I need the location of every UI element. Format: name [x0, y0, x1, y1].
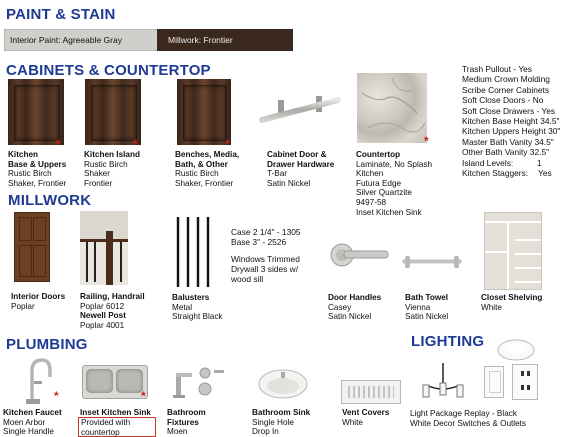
cabinet-benches-caption: Benches, Media, Bath, & Other Rustic Birch Shaker, Frontier [175, 150, 240, 188]
cabinet-door-benches-image [177, 79, 231, 145]
hardware-caption: Cabinet Door & Drawer Hardware T-Bar Satin Nickel [267, 150, 335, 188]
cabinet-option: Master Bath Vanity 34.5" [462, 136, 554, 147]
balusters-caption: Balusters Metal Straight Black [172, 293, 223, 322]
kitchen-staggers: Kitchen Staggers: Yes [462, 168, 552, 178]
door-handles-caption: Door Handles Casey Satin Nickel [328, 293, 382, 322]
closet-shelving-caption: Closet Shelving White [481, 293, 543, 312]
ceiling-light-image [496, 338, 536, 364]
door-handle-image [330, 238, 390, 272]
required-star: * [133, 137, 138, 151]
cabinet-option: Soft Close Drawers - Yes [462, 105, 556, 116]
interior-paint-swatch [4, 29, 160, 51]
interior-doors-caption: Interior Doors Poplar [11, 292, 66, 311]
millwork-stain-swatch [157, 29, 293, 51]
chandelier-image [418, 363, 468, 405]
required-star: * [141, 389, 146, 403]
towel-bar-image [401, 254, 463, 270]
required-star: * [424, 134, 429, 148]
section-paint-stain: PAINT & STAIN [6, 6, 116, 23]
cabinet-option: Scribe Corner Cabinets [462, 84, 550, 95]
required-star: * [54, 389, 59, 403]
countertop-caption: Countertop Laminate, No Splash Kitchen Futura Edge Silver Quartzite 9497-58 Inset Kitchen Sink [356, 150, 433, 217]
countertop-swatch-image [357, 73, 427, 143]
t-bar-pull-image [258, 90, 342, 130]
kitchen-faucet-caption: Kitchen Faucet Moen Arbor Single Handle [3, 408, 62, 437]
section-millwork: MILLWORK [8, 192, 92, 209]
section-lighting: LIGHTING [411, 333, 485, 350]
outlet-image [512, 364, 538, 400]
sink-note-box: Provided with countertop [78, 417, 156, 437]
cabinet-option: Kitchen Base Height 34.5" [462, 116, 560, 127]
cabinet-option: Trash Pullout - Yes [462, 64, 532, 74]
interior-paint-label: Interior Paint: Agreeable Gray [10, 35, 122, 45]
trim-notes: Case 2 1/4" - 1305 Base 3" - 2526 Windows Trimmed Drywall 3 sides w/ wood sill [231, 227, 301, 284]
required-star: * [56, 137, 61, 151]
cabinet-door-kitchen-image [8, 79, 64, 145]
cabinet-kitchen-caption: Kitchen Base & Uppers Rustic Birch Shaker, Frontier [8, 150, 67, 188]
cabinet-option: Medium Crown Molding [462, 74, 550, 85]
millwork-stain-label: Millwork: Frontier [168, 35, 233, 45]
vent-cover-image [341, 380, 401, 404]
vent-covers-caption: Vent Covers White [342, 408, 390, 427]
section-plumbing: PLUMBING [6, 336, 88, 353]
lighting-caption: Light Package Replay - Black White Decor Switches & Outlets [410, 409, 527, 428]
cabinet-option: Other Bath Vanity 32.5" [462, 147, 550, 158]
interior-door-image [14, 212, 50, 282]
light-switch-image [484, 366, 504, 398]
bathroom-sink-image [257, 368, 309, 400]
railing-caption: Railing, Handrail Poplar 6012 Newell Post Poplar 4001 [80, 292, 145, 330]
inset-sink-caption: Inset Kitchen Sink [80, 408, 151, 417]
kitchen-faucet-image [22, 357, 52, 405]
bathroom-fixtures-caption: Bathroom Fixtures Moen [167, 408, 206, 437]
bathroom-sink-caption: Bathroom Sink Single Hole Drop In [252, 408, 311, 437]
bath-towel-caption: Bath Towel Vienna Satin Nickel [405, 293, 449, 322]
railing-image [80, 211, 128, 285]
cabinet-option: Kitchen Uppers Height 30" [462, 126, 561, 137]
cabinet-door-island-image [85, 79, 141, 145]
closet-shelving-image [484, 212, 542, 290]
cabinet-option: Soft Close Doors - No [462, 95, 544, 106]
section-cabinets-countertop: CABINETS & COUNTERTOP [6, 62, 211, 79]
cabinet-island-caption: Kitchen Island Rustic Birch Shaker Frontier [84, 150, 140, 188]
balusters-image [174, 215, 214, 287]
required-star: * [225, 137, 230, 151]
cabinet-options-list [462, 64, 560, 158]
bathroom-fixtures-image [170, 365, 226, 399]
island-levels: Island Levels: 1 [462, 158, 542, 168]
kitchen-sink-image [82, 365, 148, 403]
